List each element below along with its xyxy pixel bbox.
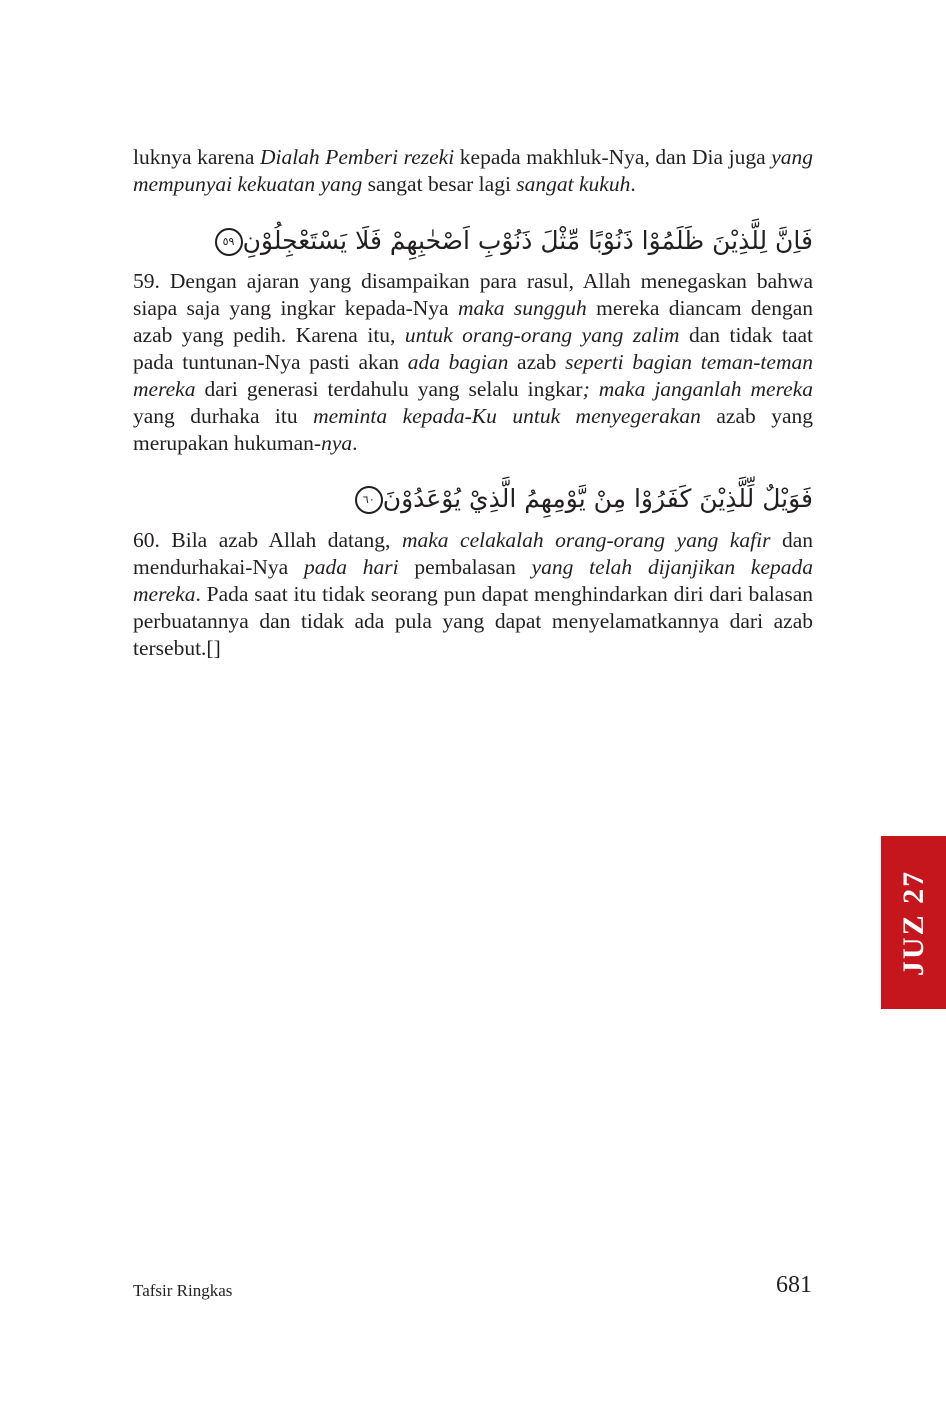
text-run: dan tidak taat pada tuntunan-Nya pasti akan <box>133 323 813 374</box>
verse-text: فَاِنَّ لِلَّذِيْنَ ظَلَمُوْا ذَنُوْبًا مِّثْلَ ذَنُوْبِ اَصْحٰبِهِمْ فَلَا يَسْتَعْجِلُوْنِ <box>242 226 813 255</box>
footer-book-title: Tafsir Ringkas <box>133 1281 233 1300</box>
text-run: 59. Dengan ajaran yang disampaikan para rasul, Allah menegaskan bahwa siapa saja yang ingkar kepada-Nya <box>133 269 813 320</box>
paragraph-intro <box>133 144 813 198</box>
italic-run: yang telah dijanjikan kepada mereka <box>133 555 813 606</box>
ayah-number-marker: ٥٩ <box>215 228 243 256</box>
italic-run: maka celakalah orang-orang yang kafir <box>401 528 771 552</box>
text-run: yang durhaka itu <box>133 404 314 428</box>
page-number: 681 <box>776 1272 812 1298</box>
text-run: kepada makhluk-Nya, dan Dia juga <box>454 145 772 169</box>
paragraph-60 <box>133 527 813 662</box>
italic-run: seperti bagian teman-teman mereka <box>133 350 813 401</box>
text-run: luknya karena <box>133 145 260 169</box>
text-run: azab <box>508 350 566 374</box>
italic-run: maka sungguh <box>457 296 587 320</box>
paragraph-60-text <box>133 527 813 662</box>
text-run: . <box>630 172 636 196</box>
text-run: dari generasi terdahulu yang selalu ingkar <box>195 377 583 401</box>
italic-run: ; maka janganlah mereka <box>582 377 813 401</box>
italic-run: nya <box>321 431 353 455</box>
arabic-verse-59 <box>133 218 813 264</box>
italic-run: ada bagian <box>407 350 509 374</box>
text-run: sangat besar lagi <box>362 172 517 196</box>
juz-tab <box>881 836 946 1009</box>
italic-run: yang mempunyai kekuatan yang <box>133 145 813 196</box>
arabic-verse-60 <box>133 476 813 522</box>
italic-run: meminta kepada-Ku untuk menyegerakan <box>313 404 701 428</box>
text-run: mereka diancam dengan azab yang pedih. Karena itu, <box>133 296 814 347</box>
text-run: . <box>352 431 358 455</box>
paragraph-59-text <box>133 268 813 457</box>
ayah-number-marker: ٦٠ <box>355 486 383 514</box>
text-run: dan mendurhakai-Nya <box>133 528 813 579</box>
text-run: pembalasan <box>398 555 532 579</box>
juz-label: JUZ 27 <box>896 869 930 976</box>
paragraph-59 <box>133 268 813 457</box>
italic-run: untuk orang-orang yang zalim <box>404 323 680 347</box>
italic-run: pada hari <box>303 555 399 579</box>
verse-text: فَوَيْلٌ لِّلَّذِيْنَ كَفَرُوْا مِنْ يَّوْمِهِمُ الَّذِيْ يُوْعَدُوْنَ <box>382 484 813 513</box>
text-run: . Pada saat itu tidak seorang pun dapat menghindarkan diri dari balasan perbuatannya dan tidak ada pula yang dapat menyelamatkannya dari azab tersebut.[] <box>133 582 813 660</box>
paragraph-intro-text <box>133 144 813 198</box>
text-run: 60. Bila azab Allah datang, <box>133 528 402 552</box>
italic-run: sangat kukuh <box>516 172 631 196</box>
text-run: azab yang merupakan hukuman- <box>133 404 813 455</box>
italic-run: Dialah Pemberi rezeki <box>259 145 455 169</box>
